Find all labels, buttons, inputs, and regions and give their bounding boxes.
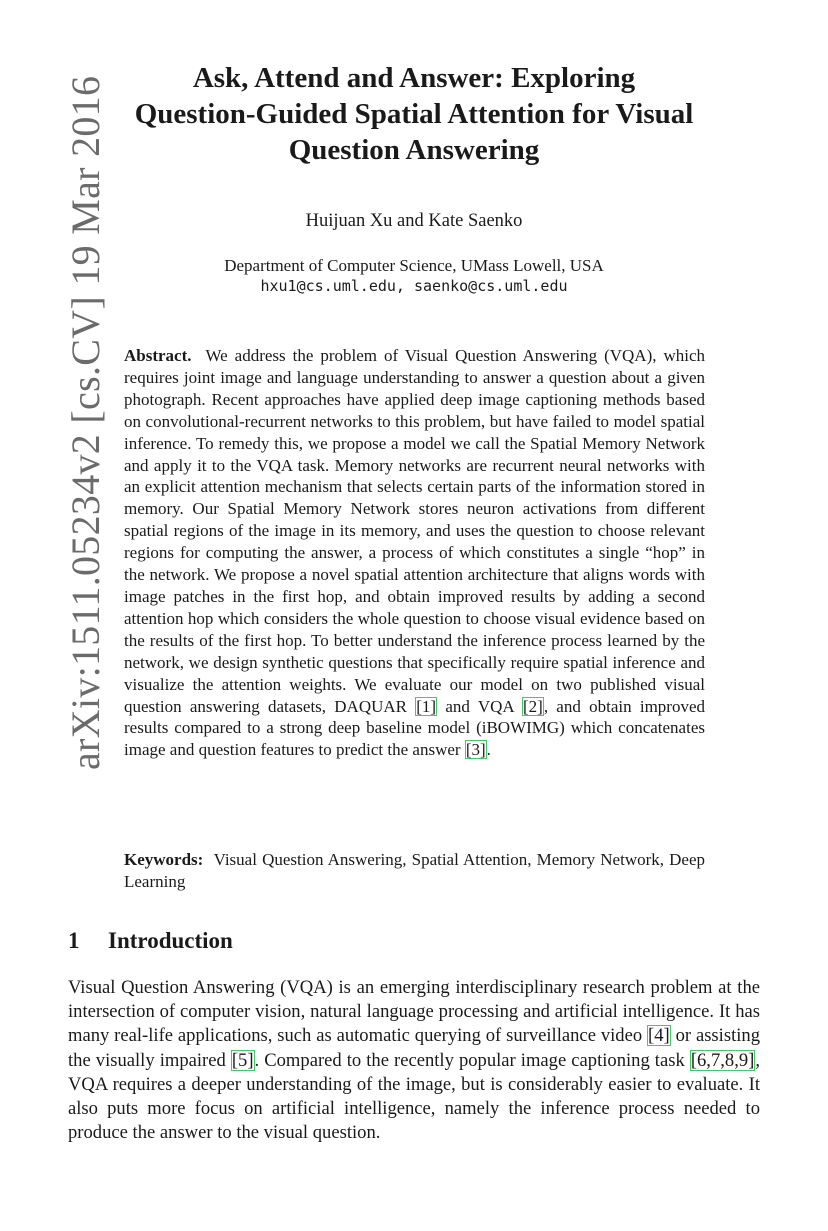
intro-text-4: , VQA requires a deeper understanding of the image, but is considerably easier to evaluate. It also puts more focus on artificial intelligence, namely the inference process needed to produce the answer to the visual question. bbox=[68, 1049, 760, 1144]
author-list: Huijuan Xu and Kate Saenko bbox=[305, 211, 523, 231]
arxiv-identifier-stamp: arXiv:1511.05234v2 [cs.CV] 19 Mar 2016 bbox=[63, 75, 108, 770]
abstract-text-4: . bbox=[486, 740, 491, 760]
title-line-1: Ask, Attend and Answer: Exploring bbox=[192, 62, 636, 94]
keywords bbox=[124, 849, 705, 893]
title-line-2: Question-Guided Spatial Attention for Visual bbox=[134, 98, 694, 130]
keywords-label: Keywords: bbox=[124, 850, 204, 869]
section-number: 1 bbox=[68, 928, 80, 953]
abstract bbox=[124, 345, 705, 761]
intro-text-2: or assisting the visually impaired bbox=[68, 1025, 760, 1071]
section-title: Introduction bbox=[108, 928, 233, 953]
abstract-text-2: and VQA bbox=[437, 696, 522, 716]
abstract-text-3: , and obtain improved results compared to a strong deep baseline model (iBOWIMG) which concatenates image and question features to predict the answer bbox=[124, 696, 705, 760]
citation-link-2[interactable]: [2] bbox=[522, 696, 543, 716]
paper-title bbox=[80, 60, 748, 168]
introduction-paragraph bbox=[68, 976, 760, 1145]
abstract-text-1: We address the problem of Visual Question Answering (VQA), which requires joint image and language understanding to answer a question about a given photograph. Recent approaches have applied deep image captioning methods based on convolutional-recurrent networks to this problem, but have failed to model spatial inference. To remedy this, we propose a model we call the Spatial Memory Network and apply it to the VQA task. Memory networks are recurrent neural networks with an explicit attention mechanism that selects certain parts of the information stored in memory. Our Spatial Memory Network stores neuron activations from different spatial regions of the image in its memory, and uses the question to choose relevant regions for computing the answer, a process of which constitutes a single “hop” in the network. We propose a novel spatial attention architecture that aligns words with image patches in the first hop, and obtain improved results by adding a second attention hop which considers the whole question to choose visual evidence based on the results of the first hop. To better understand the inference process learned by the network, we design synthetic questions that specifically require spatial inference and visualize the attention weights. We evaluate our model on two published visual question answering datasets, DAQUAR bbox=[124, 346, 705, 716]
intro-text-1: Visual Question Answering (VQA) is an emerging interdisciplinary research problem at the intersection of computer vision, natural language processing and artificial intelligence. It has many real-life applications, such as automatic querying of surveillance video bbox=[68, 977, 760, 1047]
affiliation: Department of Computer Science, UMass Lowell, USA bbox=[224, 256, 604, 275]
keywords-text: Visual Question Answering, Spatial Attention, Memory Network, Deep Learning bbox=[124, 850, 705, 891]
citation-link-3[interactable]: [3] bbox=[465, 740, 486, 760]
citation-link-5[interactable]: [5] bbox=[231, 1049, 254, 1071]
title-line-3: Question Answering bbox=[288, 134, 540, 166]
citation-link-6-9[interactable]: [6,7,8,9] bbox=[690, 1049, 755, 1071]
abstract-label: Abstract. bbox=[124, 346, 192, 365]
author-emails: hxu1@cs.uml.edu, saenko@cs.uml.edu bbox=[260, 277, 568, 295]
section-heading-introduction bbox=[68, 928, 233, 954]
citation-link-1[interactable]: [1] bbox=[416, 696, 437, 716]
intro-text-3: . Compared to the recently popular image captioning task bbox=[254, 1049, 690, 1071]
citation-link-4[interactable]: [4] bbox=[648, 1025, 670, 1047]
